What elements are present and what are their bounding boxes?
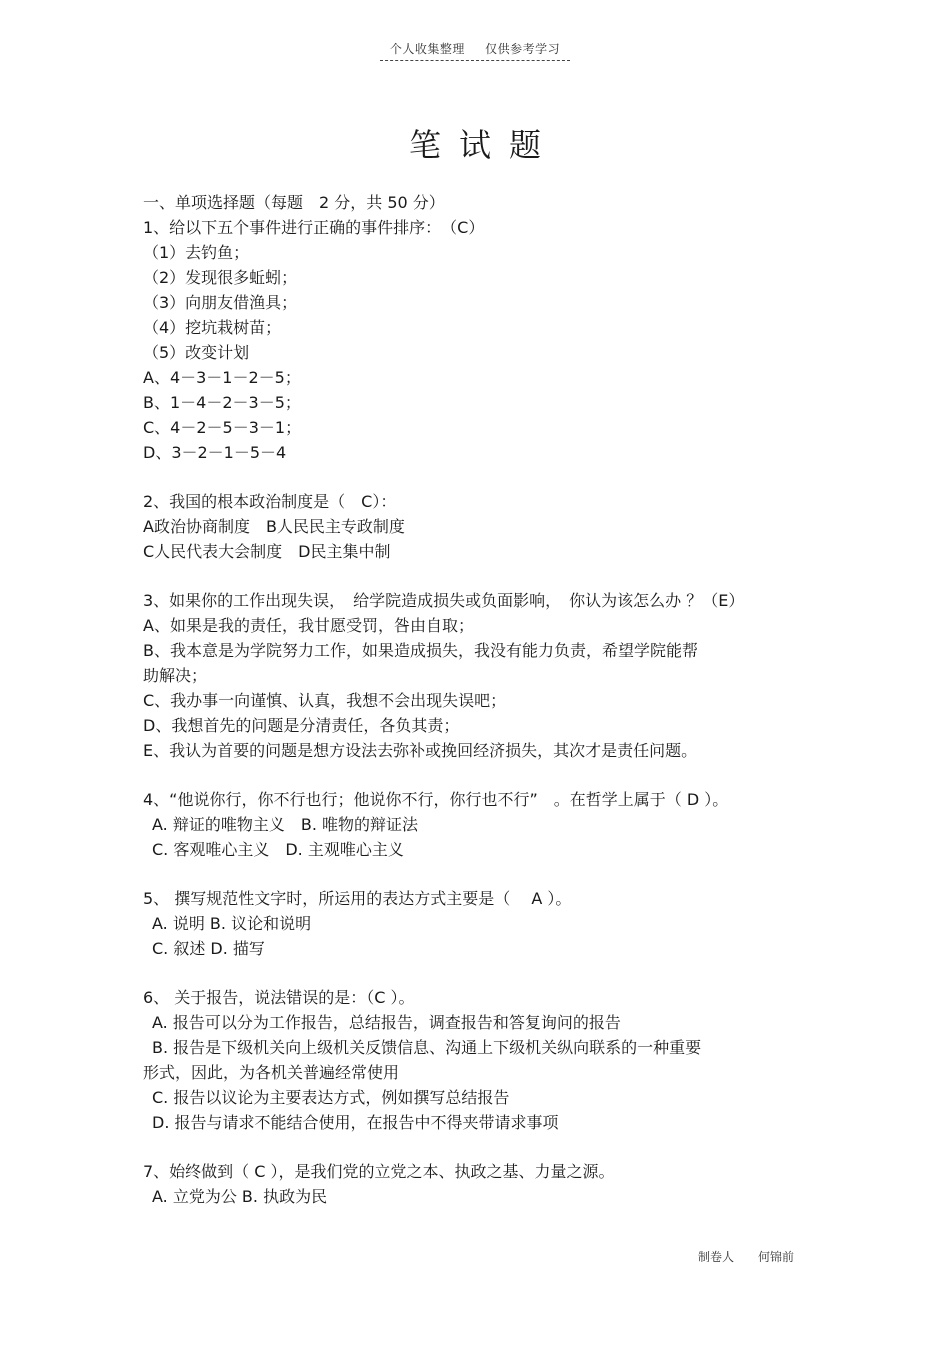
- option-item: B、1－4－2－3－5；: [143, 393, 301, 412]
- question-1: [143, 215, 823, 465]
- page-header: [0, 40, 950, 61]
- option-item: A. 立党为公 B. 执政为民: [152, 1187, 328, 1206]
- question-stem: 6、 关于报告，说法错误的是：（C ）。: [143, 988, 415, 1007]
- option-item: C人民代表大会制度 D民主集中制: [143, 542, 391, 561]
- question-stem: 2、我国的根本政治制度是（ C）：: [143, 492, 397, 511]
- event-item: （3）向朋友借渔具；: [143, 293, 298, 312]
- question-4: [143, 787, 823, 862]
- question-3: [143, 588, 823, 763]
- question-7: [143, 1159, 823, 1209]
- event-item: （1）去钓鱼；: [143, 243, 250, 262]
- option-item: B、我本意是为学院努力工作，如果造成损失，我没有能力负责，希望学院能帮: [143, 641, 698, 660]
- question-stem: 1、给以下五个事件进行正确的事件排序： （C）: [143, 218, 485, 237]
- option-item: D、3－2－1－5－4: [143, 443, 287, 462]
- page-title: 笔试题: [408, 126, 559, 164]
- option-item: C. 报告以议论为主要表达方式，例如撰写总结报告: [152, 1088, 510, 1107]
- event-item: （5）改变计划: [143, 343, 250, 362]
- footer-name: 何锦前: [758, 1250, 795, 1264]
- question-stem: 7、始终做到（ C ），是我们党的立党之本、执政之基、力量之源。: [143, 1162, 615, 1181]
- header-left: 个人收集整理: [389, 42, 465, 56]
- option-item: D、我想首先的问题是分清责任，各负其责；: [143, 716, 460, 735]
- option-item: C、4－2－5－3－1；: [143, 418, 302, 437]
- page-footer: [698, 1248, 794, 1265]
- option-item: A、如果是我的责任，我甘愿受罚，咎由自取；: [143, 616, 474, 635]
- event-item: （2）发现很多蚯蚓；: [143, 268, 298, 287]
- question-stem: 4、“他说你行，你不行也行；他说你不行，你行也不行” 。在哲学上属于（ D ）。: [143, 790, 729, 809]
- question-6: [143, 985, 823, 1135]
- option-item: B. 报告是下级机关向上级机关反馈信息、沟通上下级机关纵向联系的一种重要: [152, 1038, 702, 1057]
- header-text: [380, 40, 570, 61]
- option-item: A. 说明 B. 议论和说明: [152, 914, 312, 933]
- header-right: 仅供参考学习: [485, 42, 561, 56]
- option-item: A. 辩证的唯物主义 B. 唯物的辩证法: [152, 815, 418, 834]
- footer-label: 制卷人: [698, 1250, 735, 1264]
- option-item: 助解决；: [143, 666, 208, 685]
- option-item: A政治协商制度 B人民民主专政制度: [143, 517, 405, 536]
- option-item: C. 客观唯心主义 D. 主观唯心主义: [152, 840, 404, 859]
- question-2: [143, 489, 823, 564]
- event-item: （4）挖坑栽树苗；: [143, 318, 282, 337]
- option-continuation: 形式，因此，为各机关普遍经常使用: [143, 1063, 400, 1082]
- option-item: C. 叙述 D. 描写: [152, 939, 265, 958]
- option-item: A. 报告可以分为工作报告，总结报告，调查报告和答复询问的报告: [152, 1013, 621, 1032]
- option-item: D. 报告与请求不能结合使用，在报告中不得夹带请求事项: [152, 1113, 559, 1132]
- question-5: [143, 886, 823, 961]
- section-heading: 一、单项选择题（每题 2 分，共 50 分）: [143, 193, 445, 212]
- exam-content: [143, 190, 823, 1209]
- question-stem: 3、如果你的工作出现失误， 给学院造成损失或负面影响， 你认为该怎么办 ？（E）: [143, 591, 745, 610]
- option-item: E、我认为首要的问题是想方设法去弥补或挽回经济损失，其次才是责任问题。: [143, 741, 698, 760]
- option-item: C、我办事一向谨慎、认真，我想不会出现失误吧；: [143, 691, 507, 710]
- option-item: A、4－3－1－2－5；: [143, 368, 301, 387]
- question-stem: 5、 撰写规范性文字时，所运用的表达方式主要是（ A ）。: [143, 889, 572, 908]
